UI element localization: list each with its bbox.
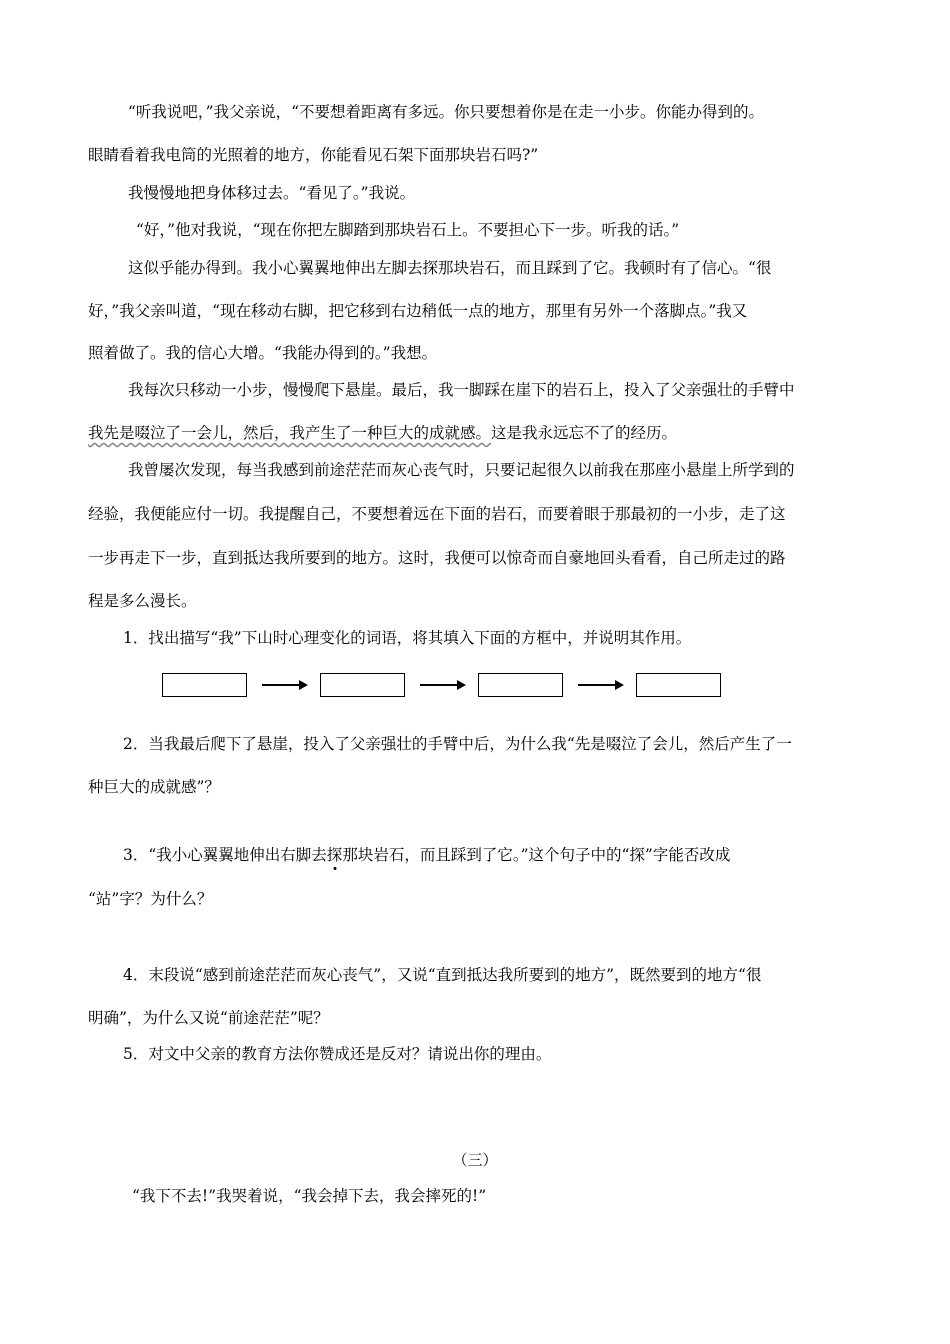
passage-line: 眼睛看着我电筒的光照着的地方，你能看见石架下面那块岩石吗?” <box>88 146 539 164</box>
section-heading: （三） <box>452 1151 498 1169</box>
passage-line: 程是多么漫长。 <box>88 592 197 610</box>
right-arrow-icon <box>420 684 464 686</box>
right-arrow-icon <box>578 684 622 686</box>
question-4-cont: 明确”，为什么又说“前途茫茫”呢？ <box>88 1009 329 1027</box>
passage-line: 我慢慢地把身体移过去。“看见了。”我说。 <box>128 184 416 202</box>
passage-line <box>88 423 677 443</box>
passage-line: 这似乎能办得到。我小心翼翼地伸出左脚去探那块岩石，而且踩到了它。我顿时有了信心。“很 <box>128 259 772 277</box>
answer-box-1[interactable] <box>162 673 247 697</box>
passage-line: 我曾屡次发现，每当我感到前途茫茫而灰心丧气时，只要记起很久以前我在那座小悬崖上所学到的 <box>128 461 795 479</box>
question-1: 1．找出描写“我”下山时心理变化的词语，将其填入下面的方框中，并说明其作用。 <box>123 629 692 647</box>
answer-box-4[interactable] <box>636 673 721 697</box>
question-5: 5．对文中父亲的教育方法你赞成还是反对？请说出你的理由。 <box>123 1045 552 1063</box>
passage-text: 这是我永远忘不了的经历。 <box>491 424 678 442</box>
question-4: 4．末段说“感到前途茫茫而灰心丧气”，又说“直到抵达我所要到的地方”，既然要到的地方“很 <box>123 966 762 984</box>
answer-box-2[interactable] <box>320 673 405 697</box>
passage-line: “听我说吧，”我父亲说，“不要想着距离有多远。你只要想着你是在走一小步。你能办得到的。 <box>128 103 765 121</box>
passage-line: 照着做了。我的信心大增。“我能办得到的。”我想。 <box>88 344 438 362</box>
passage-line: 经验，我便能应付一切。我提醒自己，不要想着远在下面的岩石，而要着眼于那最初的一小步，走了这 <box>88 505 786 523</box>
question-2: 2．当我最后爬下了悬崖，投入了父亲强壮的手臂中后，为什么我“先是啜泣了会儿，然后产生了一 <box>123 735 792 753</box>
question-3-cont: “站”字？为什么？ <box>88 890 213 908</box>
question-3 <box>123 845 730 865</box>
question-text: 3．“我小心翼翼地伸出右脚去 <box>123 846 327 864</box>
passage-line: 我每次只移动一小步，慢慢爬下悬崖。最后，我一脚踩在崖下的岩石上，投入了父亲强壮的手臂中 <box>128 381 795 399</box>
passage-line: 一步再走下一步，直到抵达我所要到的地方。这时，我便可以惊奇而自豪地回头看看，自己所走过的路 <box>88 549 786 567</box>
wavy-underlined-sentence: 我先是啜泣了一会儿，然后，我产生了一种巨大的成就感。 <box>88 424 492 442</box>
question-text: 那块岩石，而且踩到了它。”这个句子中的“探”字能否改成 <box>342 846 731 864</box>
emphasis-dot-char: 探 <box>326 846 343 864</box>
question-2-cont: 种巨大的成就感”？ <box>88 778 220 796</box>
section-3-line: “我下不去!”我哭着说，“我会掉下去，我会摔死的!” <box>132 1187 487 1205</box>
right-arrow-icon <box>262 684 306 686</box>
passage-line: 好，”我父亲叫道，“现在移动右脚，把它移到右边稍低一点的地方，那里有另外一个落脚点。”我又 <box>88 302 748 320</box>
answer-box-3[interactable] <box>478 673 563 697</box>
passage-line: “好，”他对我说，“现在你把左脚踏到那块岩石上。不要担心下一步。听我的话。” <box>136 221 680 239</box>
